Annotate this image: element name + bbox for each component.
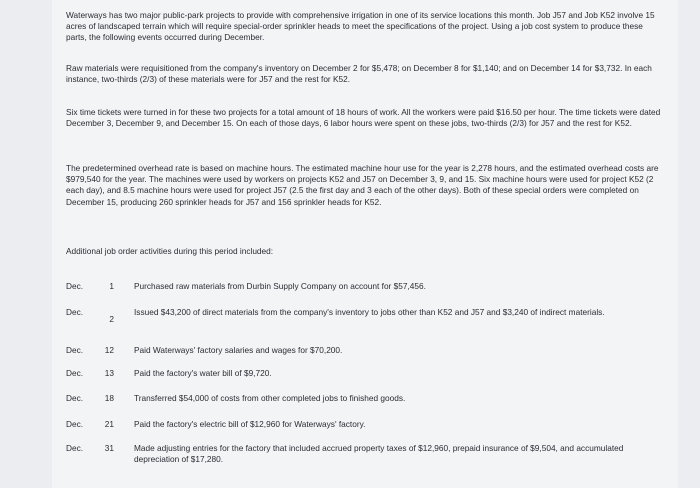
activity-month: Dec.: [66, 345, 84, 355]
activity-day: 21: [104, 419, 114, 429]
materials-paragraph: Raw materials were requisitioned from the company's inventory on December 2 for $5,478; on December 8 for $1,140; and on December 14 for $3,732. In each instance, two-thirds (2/3) of these materials were for J57 and the rest for K52.: [66, 63, 652, 85]
overhead-paragraph: The predetermined overhead rate is based on machine hours. The estimated machine hour use for the year is 2,278 hours, and the estimated overhead costs are $979,540 for the year. The machines were used by workers on projects K52 and J57 on December 3, 9, and 15. Six machine hours were used for project K52 (2 each day), and 8.5 machine hours were used for project J57 (2.5 the first day and 3 each of the other days). Both of these special orders were completed on December 15, producing 260 sprinkler heads for J57 and 156 sprinkler heads for K52.: [66, 163, 659, 207]
problem-sheet: [52, 0, 678, 488]
labor-paragraph: Six time tickets were turned in for these two projects for a total amount of 18 hours of work. All the workers were paid $16.50 per hour. The time tickets were dated December 3, December 9, and December 15. On each of those days, 6 labor hours were spent on these jobs, two-thirds (2/3) for J57 and the rest for K52.: [66, 107, 661, 129]
activity-month: Dec.: [66, 368, 84, 378]
intro-paragraph: Waterways has two major public-park projects to provide with comprehensive irrigation in one of its service locations this month. Job J57 and Job K52 involve 15 acres of landscaped terrain which will require special-order sprinkler heads to meet the specifications of the project. Using a job cost system to produce these parts, the following events occurred during December.: [66, 10, 655, 43]
activity-day: 13: [104, 368, 114, 378]
activity-day: 12: [104, 345, 114, 355]
activity-day: 2: [109, 314, 114, 324]
activity-month: Dec.: [66, 281, 84, 291]
activity-description: Made adjusting entries for the factory that included accrued property taxes of $12,960, prepaid insurance of $9,504, and accumulated depreciation of $17,280.: [134, 443, 624, 465]
activity-day: 31: [104, 443, 114, 453]
activity-day: 18: [104, 393, 114, 403]
additional-activities-heading: Additional job order activities during this period included:: [66, 246, 274, 256]
activity-description: Transferred $54,000 of costs from other completed jobs to finished goods.: [134, 393, 406, 403]
activity-month: Dec.: [66, 393, 84, 403]
activity-month: Dec.: [66, 307, 84, 317]
activity-month: Dec.: [66, 443, 84, 453]
activity-month: Dec.: [66, 419, 84, 429]
activity-description: Issued $43,200 of direct materials from the company's inventory to jobs other than K52 and J57 and $3,240 of indirect materials.: [134, 307, 605, 317]
activity-day: 1: [109, 281, 114, 291]
activity-description: Paid Waterways' factory salaries and wages for $70,200.: [134, 345, 343, 355]
activity-description: Paid the factory's water bill of $9,720.: [134, 368, 272, 378]
activity-description: Paid the factory's electric bill of $12,960 for Waterways' factory.: [134, 419, 366, 429]
activity-description: Purchased raw materials from Durbin Supply Company on account for $57,456.: [134, 281, 426, 291]
